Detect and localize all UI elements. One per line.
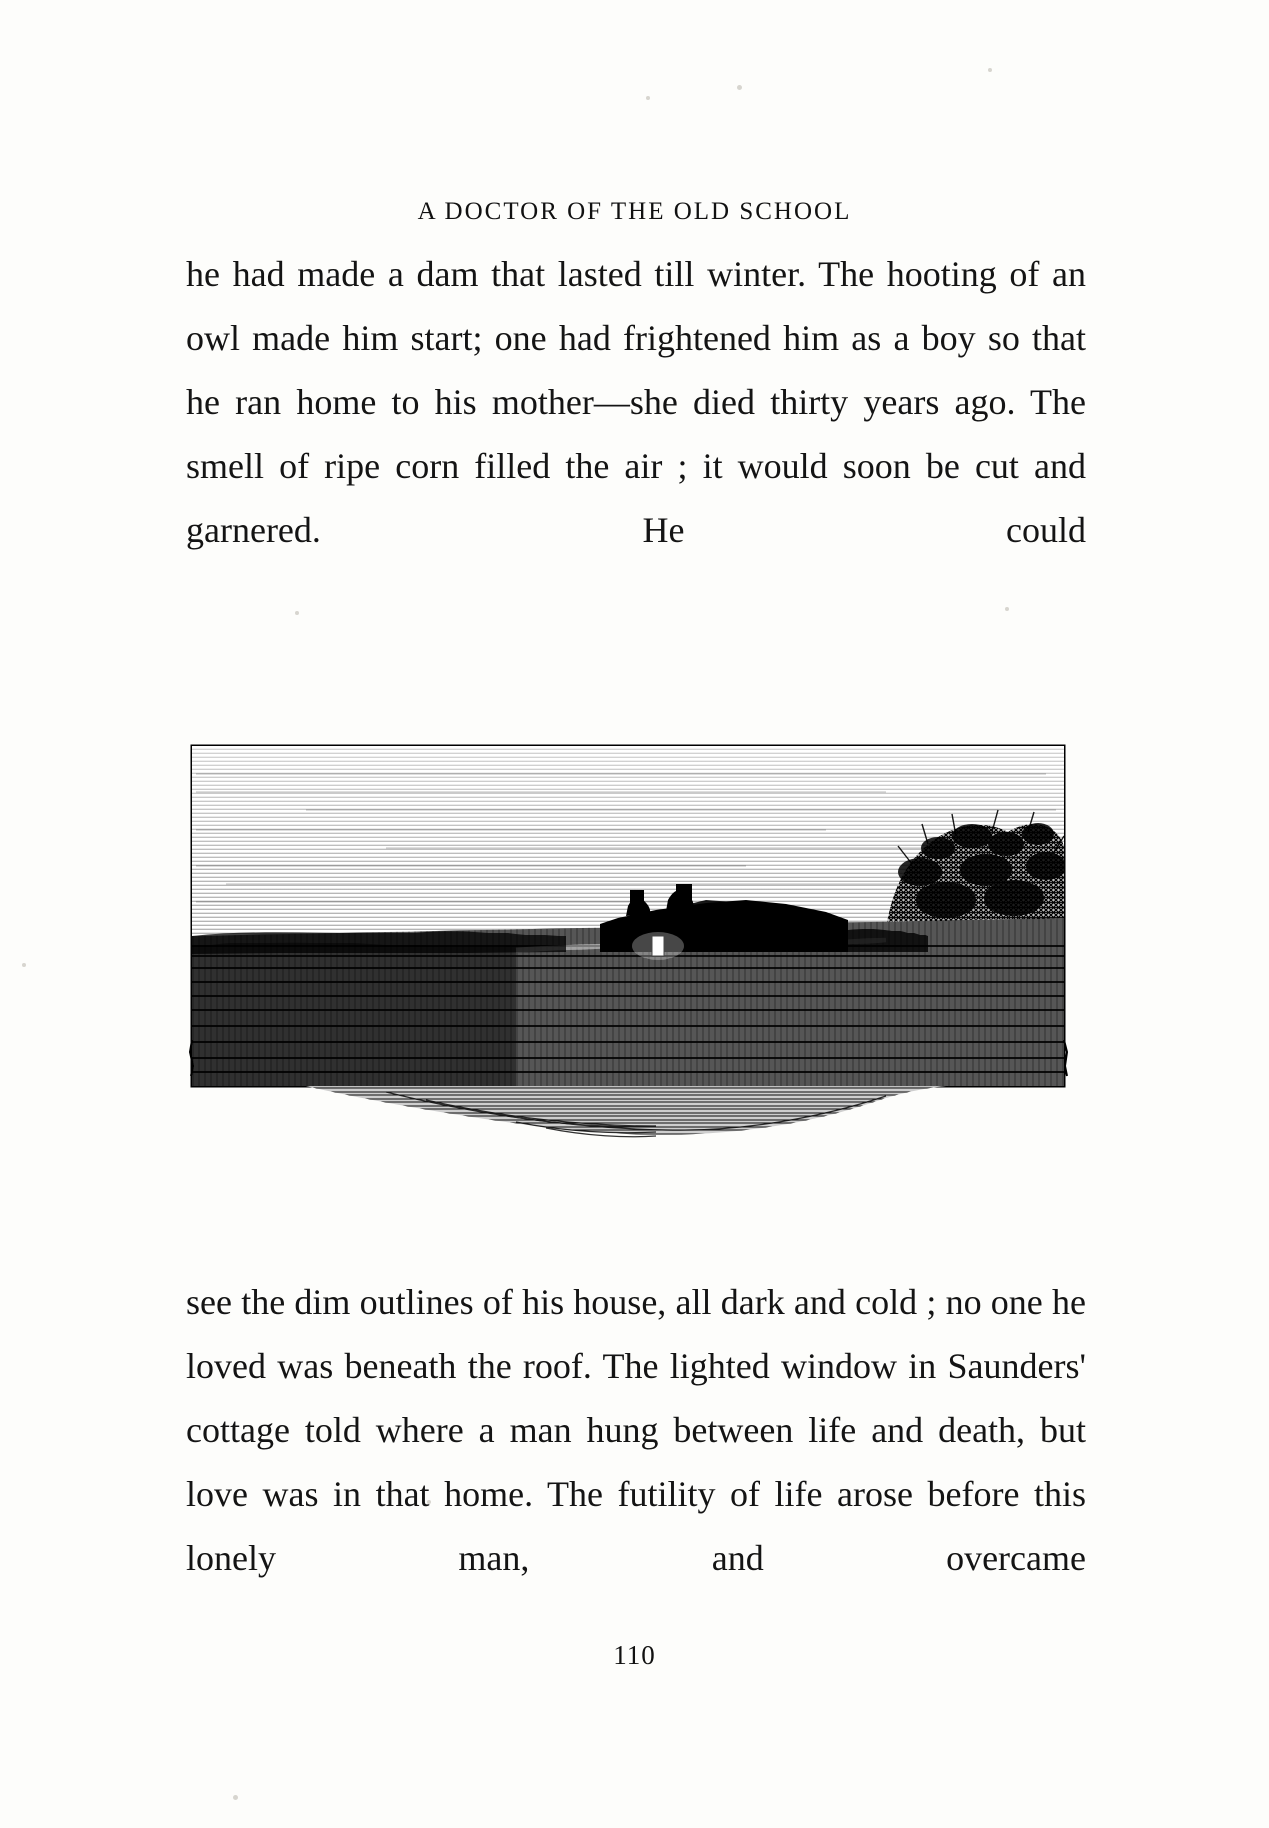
illustration-figure	[186, 740, 1070, 1180]
paper-speck	[22, 963, 26, 967]
running-head: A DOCTOR OF THE OLD SCHOOL	[417, 198, 852, 225]
paper-speck	[233, 1795, 238, 1800]
page-number: 110	[613, 1640, 656, 1670]
paper-speck	[988, 68, 992, 72]
engraving-ragged-edge	[306, 1086, 946, 1137]
paper-speck	[646, 96, 650, 100]
paragraph-text: see the dim outlines of his house, all dark and cold ; no one he loved was beneath the roof. The lighted window in Saunders' cottage told where a man hung between life and death, but love was in that home. The futility of life arose before this lonely man, and overcame	[186, 1282, 1086, 1578]
body-paragraph-bottom	[186, 1270, 1086, 1654]
paper-speck	[737, 85, 742, 90]
body-paragraph-top	[186, 242, 1086, 626]
cottage-at-dusk-engraving	[186, 740, 1070, 1152]
paragraph-text: he had made a dam that lasted till winter. The hooting of an owl made him start; one had frightened him as a boy so that he ran home to his mother—she died thirty years ago. The smell of ripe corn filled the air ; it would soon be cut and garnered. He could	[186, 254, 1086, 550]
